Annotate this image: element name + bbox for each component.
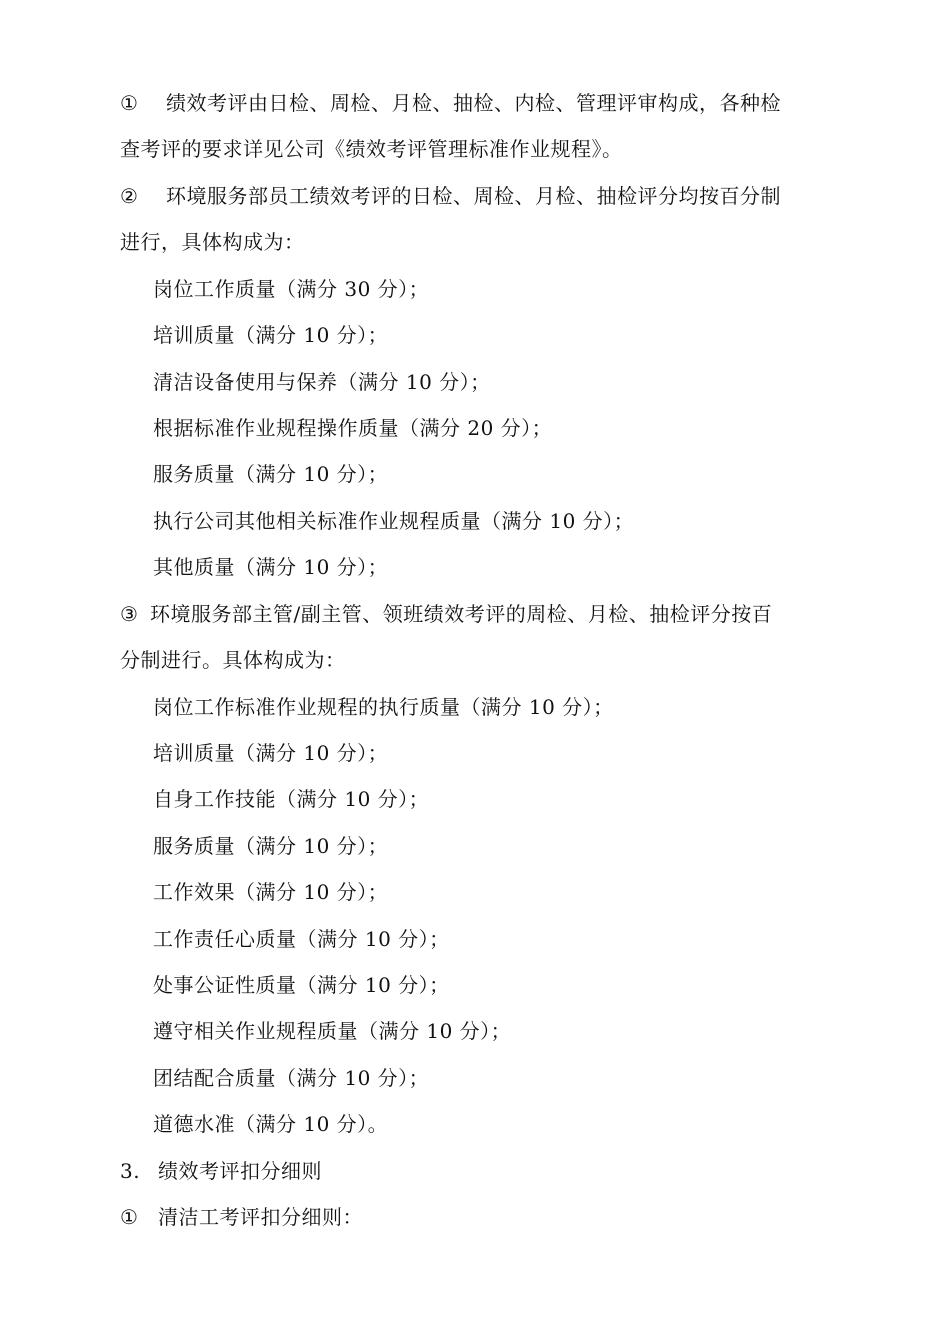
paragraph-2-line-1 bbox=[120, 182, 781, 210]
supervisor-item-6: 工作责任心质量（满分 10 分）； bbox=[153, 927, 450, 951]
section-3-heading bbox=[120, 1157, 322, 1185]
paragraph-1-line-2: 查考评的要求详见公司《绩效考评管理标准作业规程》。 bbox=[120, 137, 623, 161]
circled-marker-3: ③ bbox=[120, 602, 139, 626]
staff-item-6: 执行公司其他相关标准作业规程质量（满分 10 分）； bbox=[153, 509, 635, 533]
staff-item-3: 清洁设备使用与保养（满分 10 分）； bbox=[153, 370, 491, 394]
staff-item-7: 其他质量（满分 10 分）； bbox=[153, 555, 389, 579]
paragraph-2-text-1: 环境服务部员工绩效考评的日检、周检、月检、抽检评分均按百分制 bbox=[166, 184, 781, 208]
circled-marker-2: ② bbox=[120, 184, 139, 208]
paragraph-1-text-1: 绩效考评由日检、周检、月检、抽检、内检、管理评审构成，各种检 bbox=[166, 91, 781, 115]
section-3-1-title: 清洁工考评扣分细则： bbox=[158, 1205, 363, 1229]
supervisor-item-1: 岗位工作标准作业规程的执行质量（满分 10 分）； bbox=[153, 695, 614, 719]
supervisor-item-10: 道德水准（满分 10 分）。 bbox=[153, 1112, 389, 1136]
circled-marker-1: ① bbox=[120, 91, 139, 115]
supervisor-item-5: 工作效果（满分 10 分）； bbox=[153, 880, 389, 904]
section-3-number: 3. bbox=[120, 1159, 141, 1183]
section-3-1-heading bbox=[120, 1203, 363, 1231]
supervisor-item-9: 团结配合质量（满分 10 分）； bbox=[153, 1066, 430, 1090]
staff-item-4: 根据标准作业规程操作质量（满分 20 分）； bbox=[153, 416, 553, 440]
staff-item-5: 服务质量（满分 10 分）； bbox=[153, 462, 389, 486]
staff-item-1: 岗位工作质量（满分 30 分）； bbox=[153, 277, 430, 301]
supervisor-item-4: 服务质量（满分 10 分）； bbox=[153, 834, 389, 858]
supervisor-item-2: 培训质量（满分 10 分）； bbox=[153, 741, 389, 765]
paragraph-3-text-1: 环境服务部主管/副主管、领班绩效考评的周检、月检、抽检评分按百 bbox=[150, 602, 773, 626]
paragraph-2-line-2: 进行，具体构成为： bbox=[120, 230, 305, 254]
paragraph-1-line-1 bbox=[120, 89, 781, 117]
supervisor-item-8: 遵守相关作业规程质量（满分 10 分）； bbox=[153, 1019, 512, 1043]
circled-marker-3-1: ① bbox=[120, 1205, 139, 1229]
paragraph-3-line-2: 分制进行。具体构成为： bbox=[120, 648, 346, 672]
section-3-title: 绩效考评扣分细则 bbox=[158, 1159, 322, 1183]
staff-item-2: 培训质量（满分 10 分）； bbox=[153, 323, 389, 347]
paragraph-3-line-1 bbox=[120, 600, 772, 628]
supervisor-item-3: 自身工作技能（满分 10 分）； bbox=[153, 787, 430, 811]
supervisor-item-7: 处事公证性质量（满分 10 分）； bbox=[153, 973, 450, 997]
